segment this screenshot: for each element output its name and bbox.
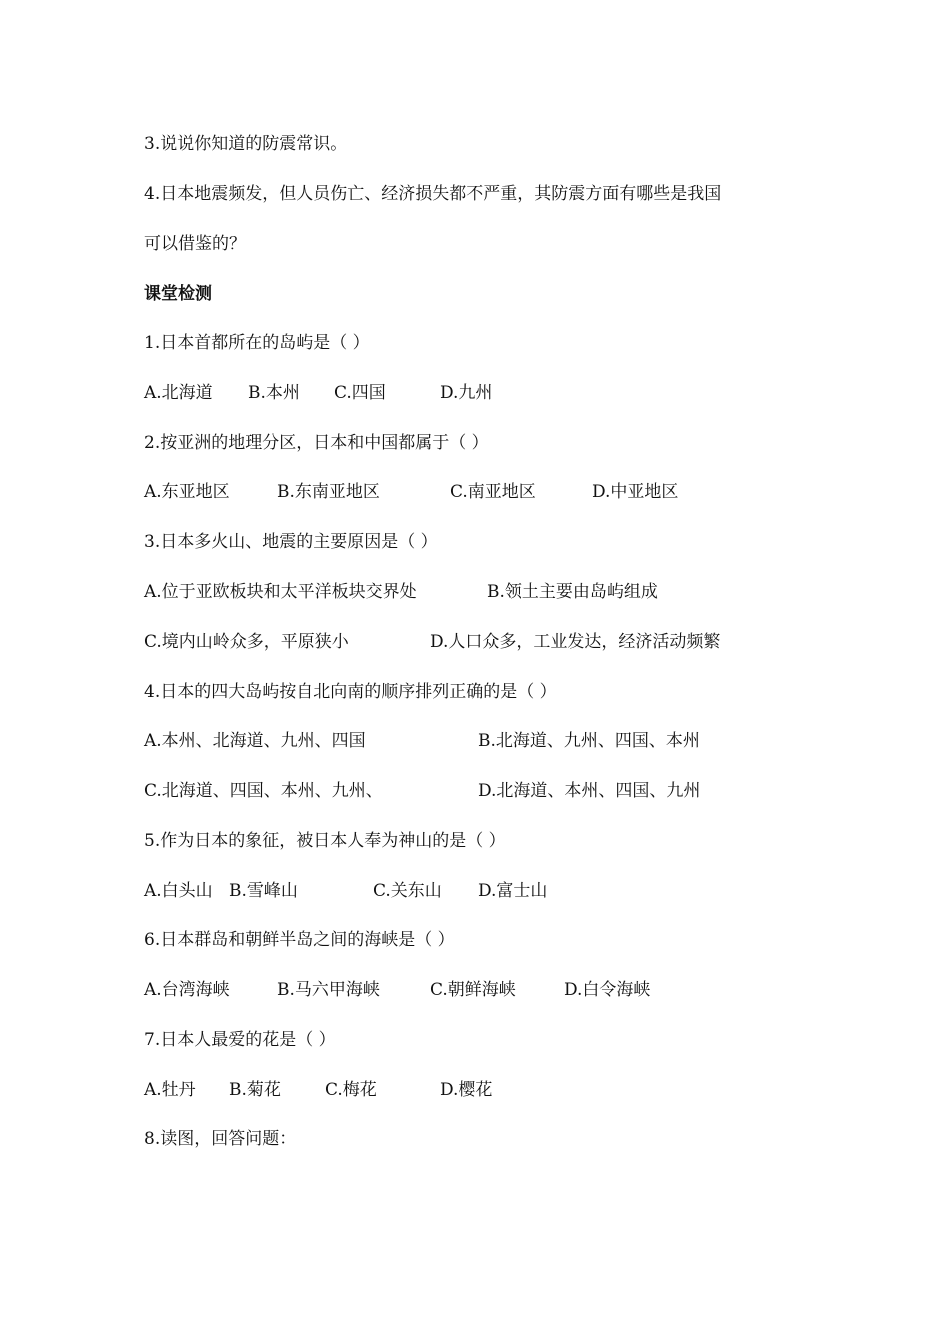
section-title: 课堂检测 — [144, 284, 212, 304]
option-b: B.北海道、九州、四国、本州 — [478, 731, 700, 751]
prior-question-4-line-1: 4.日本地震频发，但人员伤亡、经济损失都不严重，其防震方面有哪些是我国 — [144, 184, 722, 204]
option-d: D.富士山 — [478, 881, 548, 901]
question-2-stem: 2.按亚洲的地理分区，日本和中国都属于（ ） — [144, 433, 489, 453]
option-d: D.北海道、本州、四国、九州 — [478, 781, 701, 801]
prior-question-4-line-2: 可以借鉴的？ — [144, 234, 246, 254]
option-d: D.中亚地区 — [592, 482, 679, 502]
option-b: B.领土主要由岛屿组成 — [487, 582, 658, 602]
question-1-stem: 1.日本首都所在的岛屿是（ ） — [144, 333, 370, 353]
option-a: A.牡丹 — [144, 1080, 196, 1100]
option-c: C.梅花 — [325, 1080, 377, 1100]
question-7-stem: 7.日本人最爱的花是（ ） — [144, 1030, 336, 1050]
option-d: D.白令海峡 — [564, 980, 651, 1000]
option-a: A.本州、北海道、九州、四国 — [144, 731, 366, 751]
option-c: C.北海道、四国、本州、九州、 — [144, 781, 383, 801]
option-d: D.人口众多，工业发达，经济活动频繁 — [430, 632, 721, 652]
option-c: C.四国 — [334, 383, 386, 403]
question-4-stem: 4.日本的四大岛屿按自北向南的顺序排列正确的是（ ） — [144, 682, 557, 702]
option-d: D.九州 — [440, 383, 493, 403]
option-b: B.雪峰山 — [229, 881, 298, 901]
option-b: B.东南亚地区 — [277, 482, 380, 502]
option-a: A.北海道 — [144, 383, 213, 403]
question-6-stem: 6.日本群岛和朝鲜半岛之间的海峡是（ ） — [144, 930, 455, 950]
option-c: C.南亚地区 — [450, 482, 536, 502]
option-a: A.白头山 — [144, 881, 213, 901]
option-d: D.樱花 — [440, 1080, 493, 1100]
option-a: A.台湾海峡 — [144, 980, 230, 1000]
option-b: B.菊花 — [229, 1080, 281, 1100]
option-c: C.朝鲜海峡 — [430, 980, 516, 1000]
option-a: A.位于亚欧板块和太平洋板块交界处 — [144, 582, 417, 602]
question-3-stem: 3.日本多火山、地震的主要原因是（ ） — [144, 532, 438, 552]
option-b: B.本州 — [248, 383, 300, 403]
question-8-stem: 8.读图，回答问题： — [144, 1129, 297, 1149]
option-c: C.关东山 — [373, 881, 442, 901]
option-a: A.东亚地区 — [144, 482, 230, 502]
prior-question-3: 3.说说你知道的防震常识。 — [144, 134, 348, 154]
question-5-stem: 5.作为日本的象征，被日本人奉为神山的是（ ） — [144, 831, 506, 851]
option-c: C.境内山岭众多，平原狭小 — [144, 632, 349, 652]
option-b: B.马六甲海峡 — [277, 980, 380, 1000]
